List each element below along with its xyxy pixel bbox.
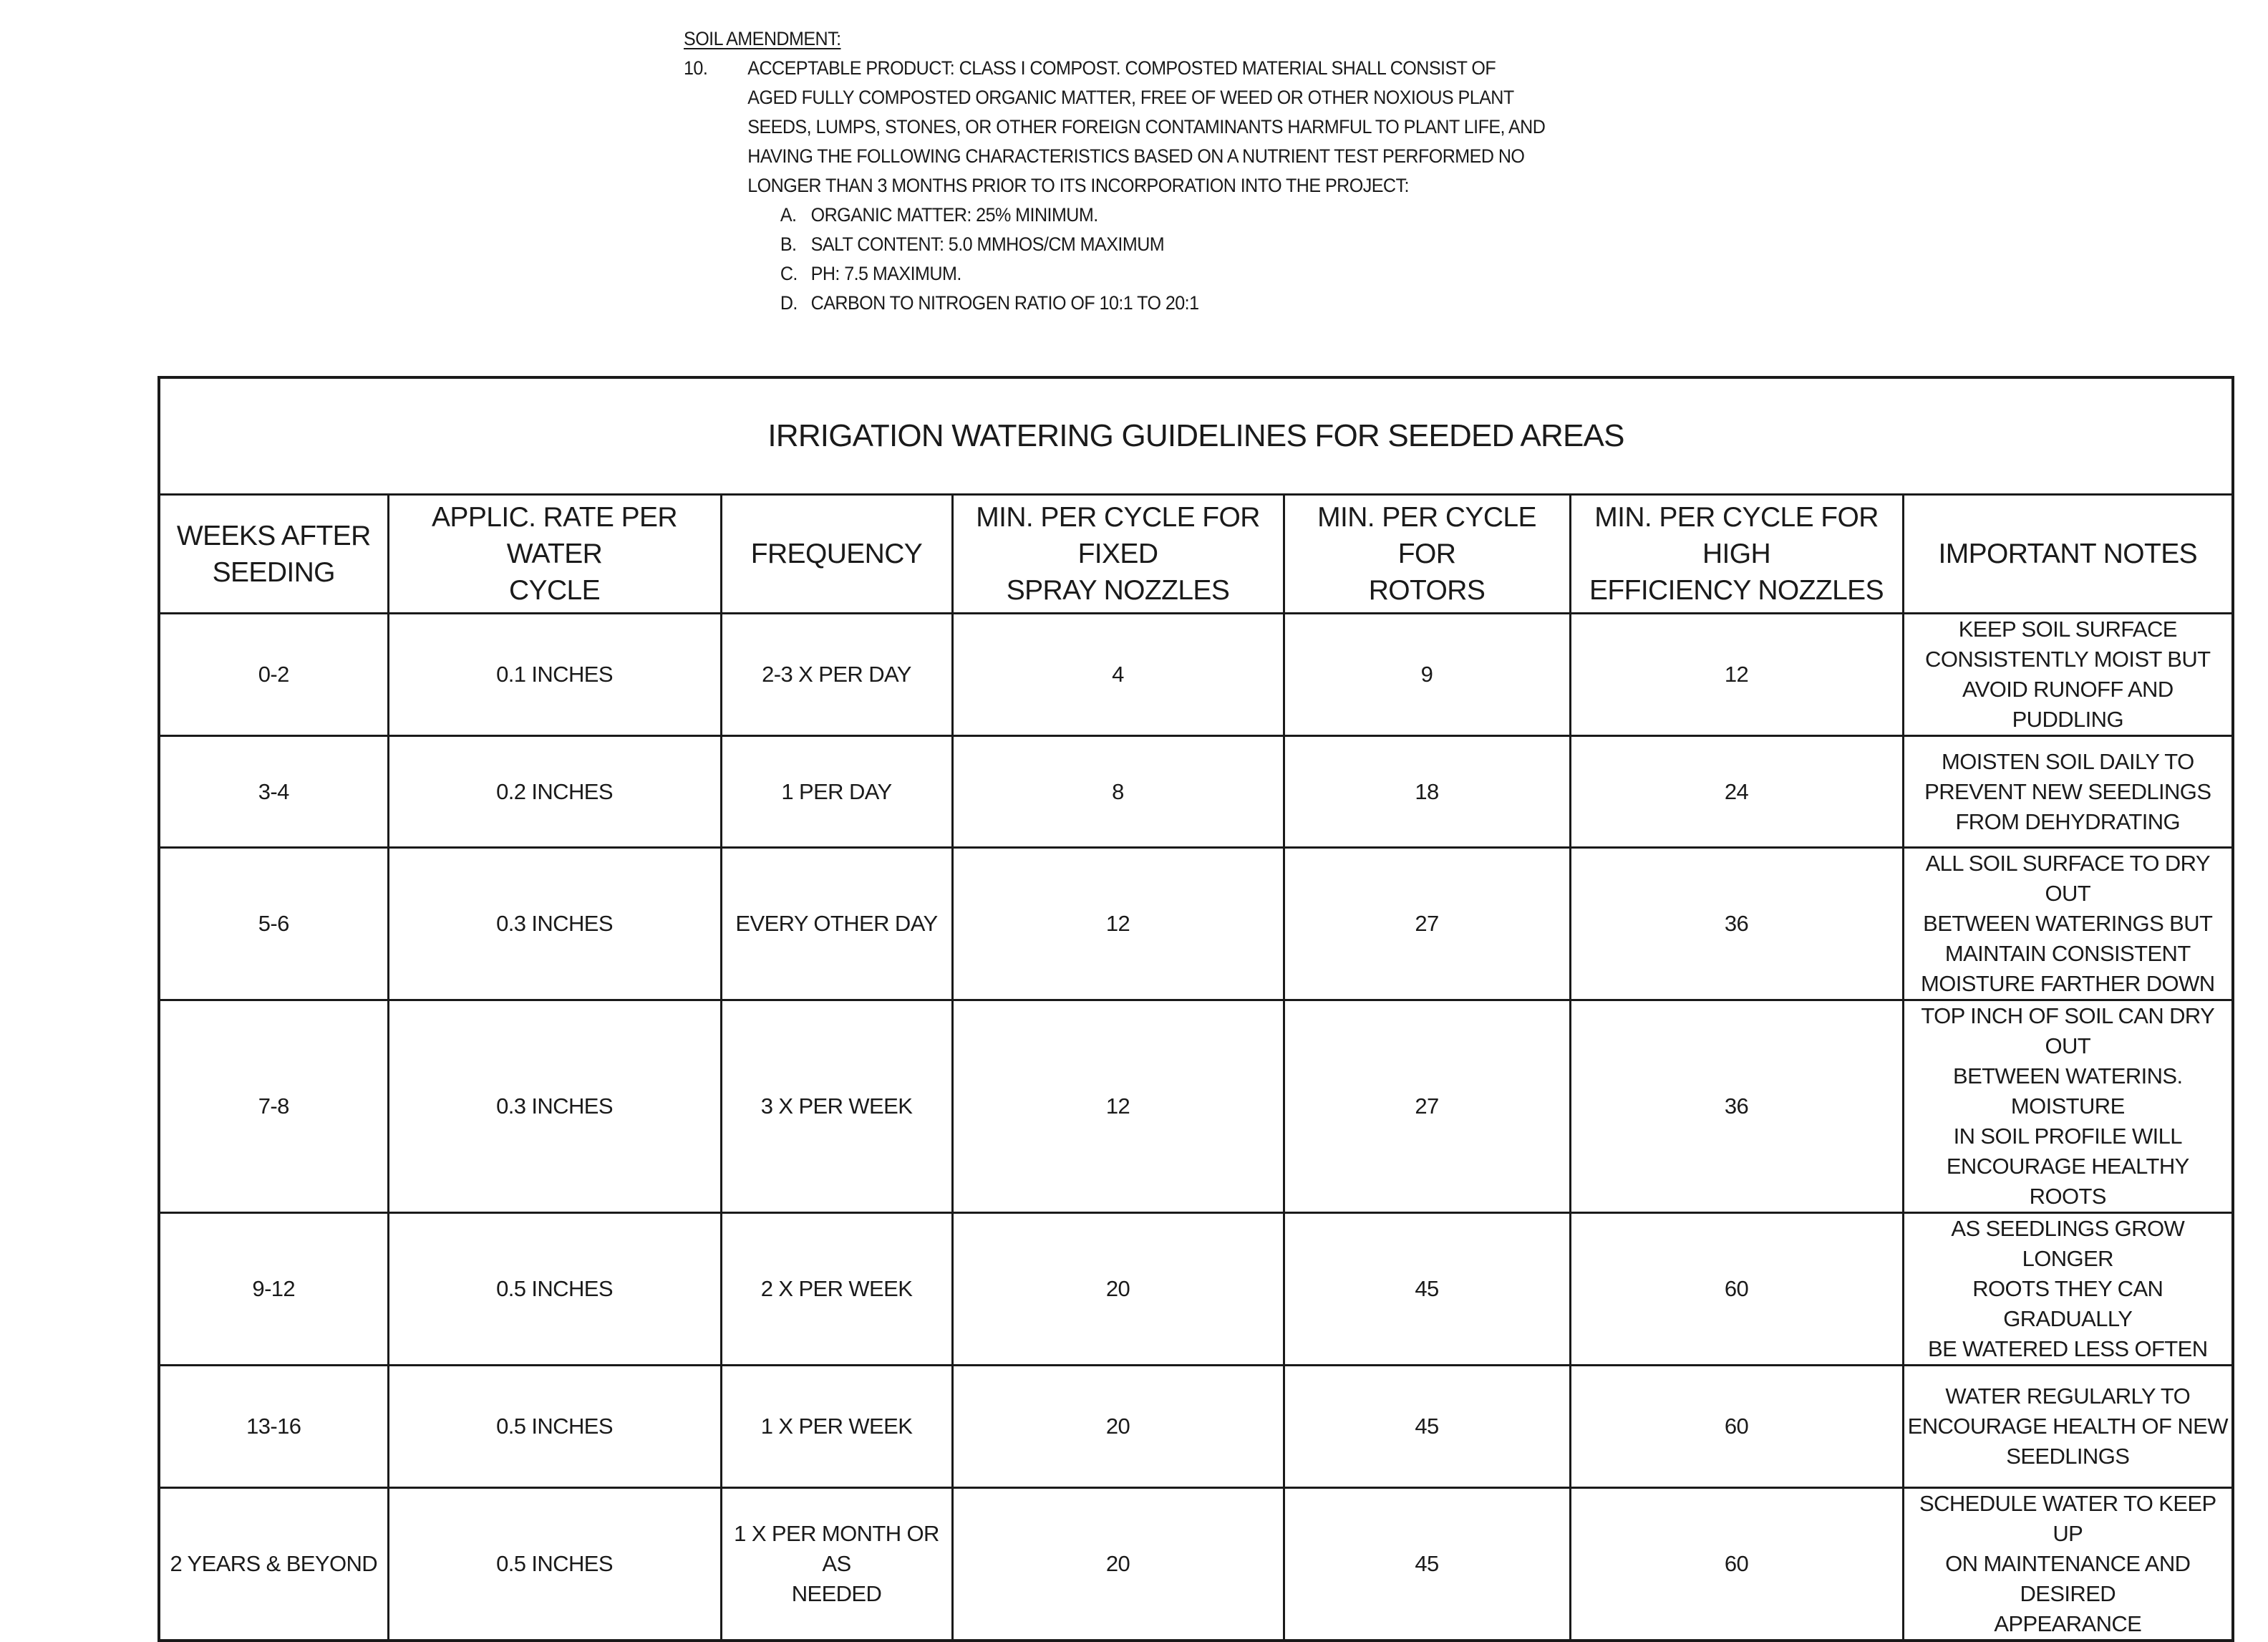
cell-important-notes: AS SEEDLINGS GROW LONGER ROOTS THEY CAN GRADUALLY BE WATERED LESS OFTEN	[1903, 1213, 2233, 1366]
cell-important-notes: TOP INCH OF SOIL CAN DRY OUT BETWEEN WATERINS. MOISTURE IN SOIL PROFILE WILL ENCOURAGE HEALTHY ROOTS	[1903, 1000, 2233, 1213]
table-row	[159, 614, 2233, 736]
notes-heading: SOIL AMENDMENT:	[684, 28, 841, 49]
cell-weeks: 13-16	[159, 1366, 388, 1488]
cell-frequency: 3 X PER WEEK	[721, 1000, 952, 1213]
notes-sub-letter: A.	[780, 204, 797, 226]
notes-item-line: LONGER THAN 3 MONTHS PRIOR TO ITS INCORPORATION INTO THE PROJECT:	[747, 175, 1409, 196]
cell-weeks: 3-4	[159, 736, 388, 848]
cell-rotors: 9	[1284, 614, 1570, 736]
table-row	[159, 1366, 2233, 1488]
cell-rotors: 27	[1284, 1000, 1570, 1213]
cell-fixed-spray: 8	[952, 736, 1284, 848]
notes-item-line: AGED FULLY COMPOSTED ORGANIC MATTER, FREE OF WEED OR OTHER NOXIOUS PLANT	[747, 87, 1514, 108]
cell-weeks: 7-8	[159, 1000, 388, 1213]
cell-weeks: 2 YEARS & BEYOND	[159, 1488, 388, 1641]
cell-high-efficiency: 36	[1570, 1000, 1903, 1213]
cell-fixed-spray: 20	[952, 1213, 1284, 1366]
cell-high-efficiency: 36	[1570, 848, 1903, 1000]
cell-rate: 0.3 INCHES	[388, 1000, 721, 1213]
cell-important-notes: MOISTEN SOIL DAILY TO PREVENT NEW SEEDLINGS FROM DEHYDRATING	[1903, 736, 2233, 848]
notes-item-line: ACCEPTABLE PRODUCT: CLASS I COMPOST. COMPOSTED MATERIAL SHALL CONSIST OF	[747, 57, 1496, 79]
cell-frequency: 1 X PER MONTH OR AS NEEDED	[721, 1488, 952, 1641]
notes-sub-text: CARBON TO NITROGEN RATIO OF 10:1 TO 20:1	[810, 292, 1199, 314]
cell-fixed-spray: 12	[952, 848, 1284, 1000]
header-important-notes: IMPORTANT NOTES	[1903, 495, 2233, 614]
cell-weeks: 0-2	[159, 614, 388, 736]
cell-weeks: 9-12	[159, 1213, 388, 1366]
header-rotors: MIN. PER CYCLE FOR ROTORS	[1284, 495, 1570, 614]
cell-rate: 0.5 INCHES	[388, 1213, 721, 1366]
cell-high-efficiency: 12	[1570, 614, 1903, 736]
cell-weeks: 5-6	[159, 848, 388, 1000]
cell-rotors: 45	[1284, 1213, 1570, 1366]
notes-item-10	[684, 54, 1682, 318]
cell-rotors: 45	[1284, 1366, 1570, 1488]
cell-rotors: 18	[1284, 736, 1570, 848]
notes-item-line: HAVING THE FOLLOWING CHARACTERISTICS BASED ON A NUTRIENT TEST PERFORMED NO	[747, 145, 1525, 167]
notes-sub-item	[780, 289, 1682, 318]
cell-frequency: 1 X PER WEEK	[721, 1366, 952, 1488]
notes-sub-item	[780, 201, 1682, 230]
cell-important-notes: WATER REGULARLY TO ENCOURAGE HEALTH OF NEW SEEDLINGS	[1903, 1366, 2233, 1488]
cell-rate: 0.5 INCHES	[388, 1366, 721, 1488]
table-title-row	[159, 377, 2233, 495]
cell-fixed-spray: 12	[952, 1000, 1284, 1213]
notes-sub-item	[780, 230, 1682, 259]
cell-important-notes: SCHEDULE WATER TO KEEP UP ON MAINTENANCE AND DESIRED APPEARANCE	[1903, 1488, 2233, 1641]
cell-rate: 0.1 INCHES	[388, 614, 721, 736]
notes-item-line: SEEDS, LUMPS, STONES, OR OTHER FOREIGN CONTAMINANTS HARMFUL TO PLANT LIFE, AND	[747, 116, 1546, 137]
irrigation-guidelines-table	[158, 376, 2234, 1642]
notes-sub-text: ORGANIC MATTER: 25% MINIMUM.	[810, 204, 1098, 226]
header-high-efficiency-nozzles: MIN. PER CYCLE FOR HIGH EFFICIENCY NOZZLES	[1570, 495, 1903, 614]
header-weeks-after-seeding: WEEKS AFTER SEEDING	[159, 495, 388, 614]
header-application-rate: APPLIC. RATE PER WATER CYCLE	[388, 495, 721, 614]
cell-important-notes: ALL SOIL SURFACE TO DRY OUT BETWEEN WATERINGS BUT MAINTAIN CONSISTENT MOISTURE FARTHER DOWN	[1903, 848, 2233, 1000]
cell-frequency: EVERY OTHER DAY	[721, 848, 952, 1000]
table-header-row	[159, 495, 2233, 614]
header-fixed-spray-nozzles: MIN. PER CYCLE FOR FIXED SPRAY NOZZLES	[952, 495, 1284, 614]
notes-sub-letter: B.	[780, 233, 797, 255]
table-row	[159, 1000, 2233, 1213]
cell-frequency: 2-3 X PER DAY	[721, 614, 952, 736]
notes-sub-text: PH: 7.5 MAXIMUM.	[810, 263, 961, 284]
soil-amendment-notes	[684, 24, 1682, 318]
table-row	[159, 848, 2233, 1000]
cell-rate: 0.2 INCHES	[388, 736, 721, 848]
cell-high-efficiency: 24	[1570, 736, 1903, 848]
notes-sub-list	[780, 201, 1682, 318]
cell-important-notes: KEEP SOIL SURFACE CONSISTENTLY MOIST BUT AVOID RUNOFF AND PUDDLING	[1903, 614, 2233, 736]
cell-fixed-spray: 20	[952, 1366, 1284, 1488]
notes-item-body	[747, 54, 1682, 318]
table-row	[159, 1488, 2233, 1641]
cell-high-efficiency: 60	[1570, 1366, 1903, 1488]
notes-sub-text: SALT CONTENT: 5.0 MMHOS/CM MAXIMUM	[810, 233, 1165, 255]
cell-high-efficiency: 60	[1570, 1213, 1903, 1366]
cell-rate: 0.5 INCHES	[388, 1488, 721, 1641]
cell-rotors: 27	[1284, 848, 1570, 1000]
cell-frequency: 1 PER DAY	[721, 736, 952, 848]
notes-sub-letter: D.	[780, 292, 798, 314]
cell-fixed-spray: 4	[952, 614, 1284, 736]
cell-rate: 0.3 INCHES	[388, 848, 721, 1000]
cell-high-efficiency: 60	[1570, 1488, 1903, 1641]
notes-sub-item	[780, 259, 1682, 289]
header-frequency: FREQUENCY	[721, 495, 952, 614]
table-row	[159, 736, 2233, 848]
cell-frequency: 2 X PER WEEK	[721, 1213, 952, 1366]
cell-rotors: 45	[1284, 1488, 1570, 1641]
table-row	[159, 1213, 2233, 1366]
cell-fixed-spray: 20	[952, 1488, 1284, 1641]
notes-item-number: 10.	[684, 57, 708, 79]
notes-sub-letter: C.	[780, 263, 798, 284]
table-title: IRRIGATION WATERING GUIDELINES FOR SEEDED AREAS	[159, 377, 2233, 495]
